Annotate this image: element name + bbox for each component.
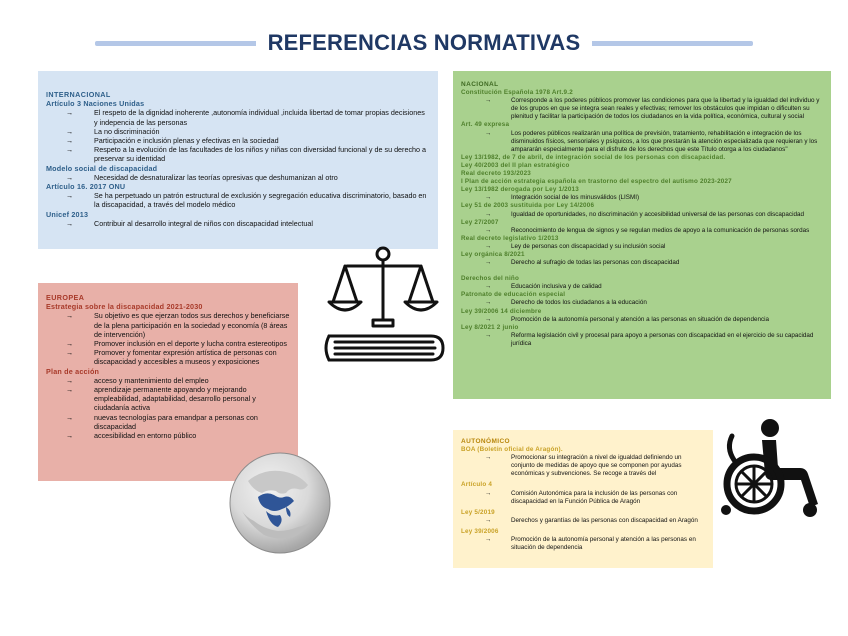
arrow-icon: → bbox=[66, 218, 74, 228]
arrow-icon: → bbox=[66, 348, 74, 358]
arrow-icon: → bbox=[485, 210, 492, 218]
list-item: → Contribuir al desarrollo integral de niños con discapacidad intelectual bbox=[66, 218, 313, 228]
wheelchair-icon bbox=[706, 418, 832, 520]
list-item: → Corresponde a los poderes públicos promover las condiciones para que la libertad y la igualdad del individuo y de los grupos en que se integra sean reales y efectivas; remover los obstáculos que impidan o dificulten su plenitud y facilitar la participación de todos los ciudadanos en la vida política, económica, cultural y social bbox=[485, 97, 820, 121]
autonomico-header: AUTONÓMICO bbox=[461, 438, 511, 445]
europea-section-title: Estrategia sobre la discapacidad 2021-2030 bbox=[46, 302, 203, 312]
arrow-icon: → bbox=[485, 129, 492, 137]
arrow-icon: → bbox=[485, 331, 492, 339]
nacional-section-title: Patronato de educación especial bbox=[461, 291, 566, 299]
arrow-icon: → bbox=[485, 489, 492, 497]
list-item: → Derecho al sufragio de todas las personas con discapacidad bbox=[485, 259, 680, 267]
list-item: → Reconocimiento de lengua de signos y se regulan medios de apoyo a la comunicación de personas sordas bbox=[485, 226, 810, 234]
list-item: → Promover inclusión en el deporte y lucha contra estereotipos bbox=[66, 339, 287, 349]
arrow-icon: → bbox=[485, 315, 492, 323]
list-item: → accesibilidad en entorno público bbox=[66, 431, 197, 441]
list-item: → Integración social de los minusválidos (LISMI) bbox=[485, 194, 640, 202]
internacional-section-title: Unicef 2013 bbox=[46, 209, 89, 219]
nacional-section-title: Ley 39/2006 14 diciembre bbox=[461, 307, 542, 315]
list-item: → Educación inclusiva y de calidad bbox=[485, 283, 602, 291]
scales-of-justice-icon bbox=[321, 240, 451, 370]
list-item: → Su objetivo es que ejerzan todos sus derechos y beneficiarse de la plena participación en la sociedad y economía (8 áreas de intervención) bbox=[66, 311, 290, 339]
nacional-section-title: Ley 51 de 2003 sustituida por Ley 14/2006 bbox=[461, 202, 595, 210]
arrow-icon: → bbox=[66, 412, 74, 422]
autonomico-section-title: Ley 5/2019 bbox=[461, 508, 495, 516]
list-item: → Promoción de la autonomía personal y atención a las personas en situación de dependencia bbox=[485, 315, 769, 323]
internacional-header: INTERNACIONAL bbox=[46, 90, 111, 99]
list-item: → Promover y fomentar expresión artística de personas con discapacidad y accesibles a museos y exposiciones bbox=[66, 348, 277, 367]
arrow-icon: → bbox=[66, 385, 74, 395]
europe-globe-icon bbox=[228, 451, 332, 555]
nacional-header: NACIONAL bbox=[461, 81, 499, 88]
autonomico-section-title: BOA (Boletín oficial de Aragón). bbox=[461, 446, 563, 454]
arrow-icon: → bbox=[485, 454, 492, 462]
list-item: → Igualdad de oportunidades, no discriminación y accesibilidad universal de las personas con discapacidad bbox=[485, 210, 804, 218]
arrow-icon: → bbox=[485, 242, 492, 250]
list-item: → aprendizaje permanente apoyando y mejorando empleabilidad, adaptabilidad, desarrollo personal y ciudadanía activa bbox=[66, 385, 256, 413]
autonomico-section-title: Artículo 4 bbox=[461, 481, 493, 489]
europea-header: EUROPEA bbox=[46, 293, 85, 302]
list-item: → nuevas tecnologías para emandpar a personas con discapacidad bbox=[66, 412, 258, 431]
nacional-section-title: Ley 13/1982 derogada por Ley 1/2013 bbox=[461, 186, 579, 194]
list-item: → Respeto a la evolución de las facultades de los niños y niñas con diversidad funcional y de su derecho a preservar su identidad bbox=[66, 145, 427, 164]
nacional-section-title: Real decreto legislativo 1/2013 bbox=[461, 234, 559, 242]
nacional-section-title: I Plan de acción estrategia española en trastorno del espectro del autismo 2023-2027 bbox=[461, 178, 732, 186]
arrow-icon: → bbox=[66, 311, 74, 321]
nacional-section-title: Real decreto 193/2023 bbox=[461, 170, 532, 178]
internacional-section-title: Artículo 16. 2017 ONU bbox=[46, 182, 126, 192]
list-item: → acceso y mantenimiento del empleo bbox=[66, 375, 209, 385]
autonomico-panel bbox=[453, 430, 713, 568]
nacional-section-title: Art. 49 expresa bbox=[461, 121, 510, 129]
list-item: → Necesidad de desnaturalizar las teorías opresivas que deshumanizan al otro bbox=[66, 172, 338, 182]
list-item: → El respeto de la dignidad inoherente ,autonomía individual ,incluida libertad de tomar propias decisiones y indepencia de las personas bbox=[66, 108, 425, 127]
arrow-icon: → bbox=[66, 172, 74, 182]
page-title-wrap bbox=[0, 30, 848, 56]
arrow-icon: → bbox=[485, 259, 492, 267]
internacional-panel bbox=[38, 71, 438, 249]
nacional-section-title: Ley 8/2021 2 junio bbox=[461, 323, 519, 331]
arrow-icon: → bbox=[66, 191, 74, 201]
arrow-icon: → bbox=[485, 516, 492, 524]
autonomico-section-title: Ley 39/2006 bbox=[461, 527, 499, 535]
arrow-icon: → bbox=[485, 299, 492, 307]
arrow-icon: → bbox=[485, 97, 492, 105]
nacional-panel bbox=[453, 71, 831, 399]
list-item: → Derecho de todos los ciudadanos a la educación bbox=[485, 299, 647, 307]
arrow-icon: → bbox=[485, 226, 492, 234]
arrow-icon: → bbox=[485, 194, 492, 202]
arrow-icon: → bbox=[485, 536, 492, 544]
arrow-icon: → bbox=[66, 145, 74, 155]
nacional-section-title: Ley 13/1982, de 7 de abril, de integración social de los personas con discapacidad. bbox=[461, 153, 726, 161]
list-item: → Promoción de la autonomía personal y atención a las personas en situación de dependencia bbox=[485, 536, 696, 552]
arrow-icon: → bbox=[485, 283, 492, 291]
list-item: → Participación e inclusión plenas y efectivas en la sociedad bbox=[66, 136, 279, 146]
nacional-section-title: Ley orgánica 8/2021 bbox=[461, 250, 525, 258]
arrow-icon: → bbox=[66, 339, 74, 349]
arrow-icon: → bbox=[66, 431, 74, 441]
list-item: → Ley de personas con discapacidad y su inclusión social bbox=[485, 242, 666, 250]
list-item: → Promocionar su integración a nivel de igualdad definiendo un conjunto de medidas de apoyo que se componen por ayudas económicas y subvenciones. Se recoge a través del bbox=[485, 454, 682, 478]
arrow-icon: → bbox=[66, 108, 74, 118]
list-item: → Los poderes públicos realizarán una política de previsión, tratamiento, rehabilitación e integración de los disminuidos físicos, sensoriales y psíquicos, a los que prestarán la atención especializada que requieran y los ampararán especialmente para el disfrute de los derechos que este Título otorga a los ciudadanos" bbox=[485, 129, 818, 153]
arrow-icon: → bbox=[66, 136, 74, 146]
internacional-section-title: Modelo social de discapacidad bbox=[46, 163, 158, 173]
list-item: → Se ha perpetuado un patrón estructural de exclusión y segregación educativa discriminatorio, basado en la discapacidad, a través del modelo médico bbox=[66, 191, 427, 210]
page-title: REFERENCIAS NORMATIVAS bbox=[256, 30, 593, 56]
list-item: → Derechos y garantías de las personas con discapacidad en Aragón bbox=[485, 516, 698, 524]
nacional-section-title: Ley 40/2003 del II plan estratégico bbox=[461, 161, 570, 169]
nacional-section-title: Ley 27/2007 bbox=[461, 218, 499, 226]
arrow-icon: → bbox=[66, 126, 74, 136]
nacional-section-title: Derechos del niño bbox=[461, 275, 519, 283]
arrow-icon: → bbox=[66, 375, 74, 385]
internacional-section-title: Artículo 3 Naciones Unidas bbox=[46, 99, 145, 109]
list-item: → Comisión Autonómica para la inclusión de las personas con discapacidad en la Función Pública de Aragón bbox=[485, 489, 678, 505]
nacional-section-title: Constitución Española 1978 Art.9.2 bbox=[461, 89, 573, 97]
list-item: → Reforma legislación civil y procesal para apoyo a personas con discapacidad en el ejercicio de su capacidad jurídica bbox=[485, 331, 814, 347]
europea-section-title: Plan de acción bbox=[46, 366, 100, 376]
list-item: → La no discriminación bbox=[66, 126, 160, 136]
